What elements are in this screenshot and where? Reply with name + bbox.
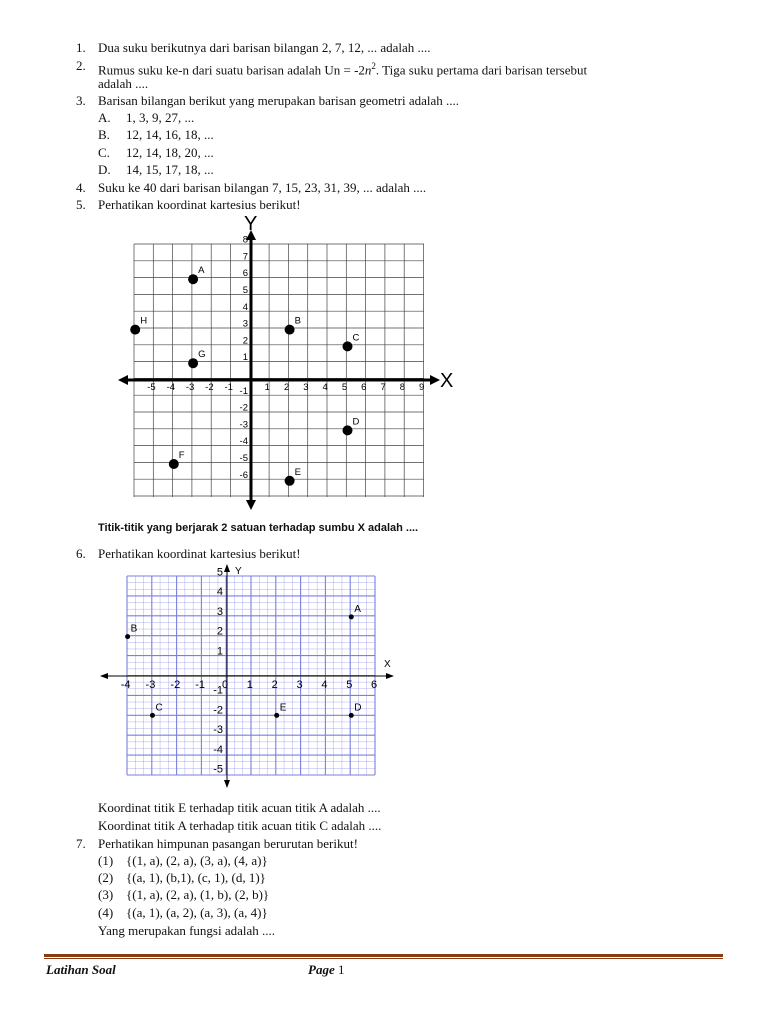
question-number: 3. (76, 93, 86, 108)
footer-title: Latihan Soal (46, 962, 116, 977)
set-text: {(1, a), (2, a), (1, b), (2, b)} (126, 887, 270, 902)
point-label: B (130, 623, 138, 635)
point-label: A (198, 265, 205, 277)
question-text-part: . Tiga suku pertama dari barisan tersebut (375, 62, 588, 78)
x-axis-label: X (440, 370, 454, 392)
point-c (343, 341, 353, 351)
point-label: D (354, 702, 362, 714)
question-number: 1. (76, 40, 86, 55)
footer-rule-thin (44, 958, 723, 959)
x-tick-label: -4 (166, 382, 176, 393)
x-tick-label: 0 (221, 679, 229, 691)
x-tick-label: 5 (341, 382, 348, 393)
point-g (188, 358, 198, 368)
question-number: 5. (76, 197, 86, 212)
x-tick-label: -3 (145, 679, 156, 691)
x-tick-label: -1 (195, 679, 206, 691)
footer-page-label: Page (308, 962, 335, 977)
set-label: (4) (98, 905, 114, 920)
y-tick-label: -5 (213, 763, 223, 776)
exponent: 2 (371, 61, 376, 71)
x-tick-label: 4 (322, 382, 328, 393)
set-text: {(a, 1), (a, 2), (a, 3), (a, 4)} (126, 905, 268, 920)
option-text: 1, 3, 9, 27, ... (126, 110, 195, 125)
x-tick-label: 6 (371, 679, 378, 691)
x-tick-label: 8 (399, 382, 406, 393)
y-tick-label: -5 (239, 453, 248, 464)
question-text: Barisan bilangan berikut yang merupakan barisan geometri adalah .... (98, 93, 459, 108)
x-tick-label: -2 (170, 679, 181, 691)
footer-rule (44, 954, 723, 957)
y-axis-arrow-down (246, 500, 256, 510)
option-letter: C. (98, 145, 110, 160)
cartesian-chart-1 (110, 206, 466, 512)
y-tick-label: -1 (213, 684, 223, 697)
y-tick-label: -2 (213, 704, 223, 717)
y-tick-label: -4 (239, 436, 248, 448)
x-tick-label: 5 (346, 679, 353, 691)
x-tick-label: -2 (205, 382, 214, 393)
y-tick-label: 2 (242, 335, 248, 347)
y-tick-label: -6 (239, 469, 248, 481)
point-label: G (198, 349, 206, 361)
question-6-line-1: Koordinat titik E terhadap titik acuan titik A adalah .... (98, 800, 381, 815)
set-label: (3) (98, 887, 114, 902)
cartesian-chart-2 (96, 560, 402, 792)
x-tick-label: 1 (264, 382, 270, 393)
option-letter: B. (98, 127, 110, 142)
y-tick-label: -4 (213, 743, 223, 756)
y-tick-label: 2 (216, 625, 223, 638)
y-axis-label: Y (235, 566, 242, 577)
point-label: C (155, 702, 163, 714)
x-tick-label: 9 (419, 382, 425, 393)
y-tick-label: -3 (213, 724, 223, 737)
point-e (274, 713, 279, 718)
x-axis-arrow-right (430, 375, 440, 385)
y-tick-label: 4 (242, 301, 248, 313)
x-axis-arrow-left (118, 375, 128, 385)
option-text: 14, 15, 17, 18, ... (126, 162, 214, 177)
y-tick-label: 6 (242, 268, 248, 280)
question-6-line-2: Koordinat titik A terhadap titik acuan titik C adalah .... (98, 818, 382, 833)
x-tick-label: -5 (147, 382, 156, 393)
y-tick-label: -1 (239, 385, 248, 397)
point-h (130, 325, 140, 335)
y-tick-label: 5 (242, 285, 248, 296)
point-d (343, 425, 353, 435)
set-label: (2) (98, 870, 114, 885)
x-axis-arrow-left (100, 673, 108, 679)
question-text (98, 58, 587, 78)
question-number: 7. (76, 836, 86, 851)
point-label: E (279, 702, 287, 714)
y-axis-arrow-up (224, 564, 230, 572)
point-a (188, 274, 198, 284)
set-text: {(a, 1), (b,1), (c, 1), (d, 1)} (126, 870, 266, 885)
question-text: Dua suku berikutnya dari barisan bilangan 2, 7, 12, ... adalah .... (98, 40, 431, 55)
x-tick-label: -4 (120, 679, 131, 691)
y-tick-label: 1 (216, 645, 223, 658)
point-c (150, 713, 155, 718)
point-label: C (352, 332, 360, 344)
x-tick-label: 2 (271, 679, 278, 691)
question-text: Perhatikan koordinat kartesius berikut! (98, 197, 301, 212)
y-tick-label: 5 (216, 566, 223, 579)
option-letter: A. (98, 110, 111, 125)
x-tick-label: 3 (296, 679, 303, 691)
x-axis-label: X (384, 659, 391, 670)
x-axis-arrow-right (386, 673, 394, 679)
question-text-part: Rumus suku ke-n dari suatu barisan adalah Un = -2 (98, 62, 365, 78)
question-text: Perhatikan himpunan pasangan berurutan berikut! (98, 836, 358, 851)
y-tick-label: 4 (216, 586, 223, 599)
question-number: 6. (76, 546, 86, 561)
point-label: F (178, 450, 185, 461)
point-label: H (140, 315, 148, 327)
question-number: 2. (76, 58, 86, 73)
question-5-prompt: Titik-titik yang berjarak 2 satuan terhadap sumbu X adalah .... (98, 522, 419, 534)
x-tick-label: 7 (380, 382, 386, 393)
x-tick-label: -3 (185, 382, 195, 393)
point-f (169, 459, 179, 469)
y-tick-label: 3 (216, 605, 223, 618)
set-text: {(1, a), (2, a), (3, a), (4, a)} (126, 853, 268, 868)
option-letter: D. (98, 162, 111, 177)
y-tick-label: 8 (242, 234, 248, 246)
footer-page-number: 1 (337, 962, 345, 977)
point-a (349, 614, 354, 619)
x-tick-label: 1 (246, 679, 253, 691)
point-label: D (352, 416, 360, 428)
x-tick-label: 3 (303, 382, 309, 393)
x-tick-label: -1 (224, 382, 233, 393)
point-e (285, 476, 295, 486)
y-tick-label: -2 (239, 402, 248, 414)
question-number: 4. (76, 180, 86, 195)
y-tick-label: 1 (242, 352, 248, 364)
point-label: B (294, 315, 301, 327)
x-tick-label: 6 (361, 382, 367, 393)
question-7-closing: Yang merupakan fungsi adalah .... (98, 923, 276, 938)
question-text: Suku ke 40 dari barisan bilangan 7, 15, 23, 31, 39, ... adalah .... (98, 180, 427, 195)
y-tick-label: 7 (242, 251, 248, 263)
y-tick-label: 3 (242, 318, 248, 330)
x-tick-label: 4 (321, 679, 328, 691)
option-text: 12, 14, 18, 20, ... (126, 145, 214, 160)
question-text: Perhatikan koordinat kartesius berikut! (98, 546, 301, 561)
question-2-continued: adalah .... (98, 76, 149, 91)
y-axis-label: Y (244, 213, 258, 235)
y-tick-label: -3 (239, 419, 248, 431)
set-label: (1) (98, 853, 114, 868)
point-label: E (294, 466, 301, 478)
x-tick-label: 2 (283, 382, 290, 393)
math-variable: n (364, 62, 372, 78)
option-text: 12, 14, 16, 18, ... (126, 127, 214, 142)
point-label: A (354, 603, 361, 615)
y-axis-arrow-down (224, 780, 230, 788)
footer-page (308, 962, 344, 978)
point-b (125, 634, 130, 639)
point-d (349, 713, 354, 718)
point-b (285, 325, 295, 335)
